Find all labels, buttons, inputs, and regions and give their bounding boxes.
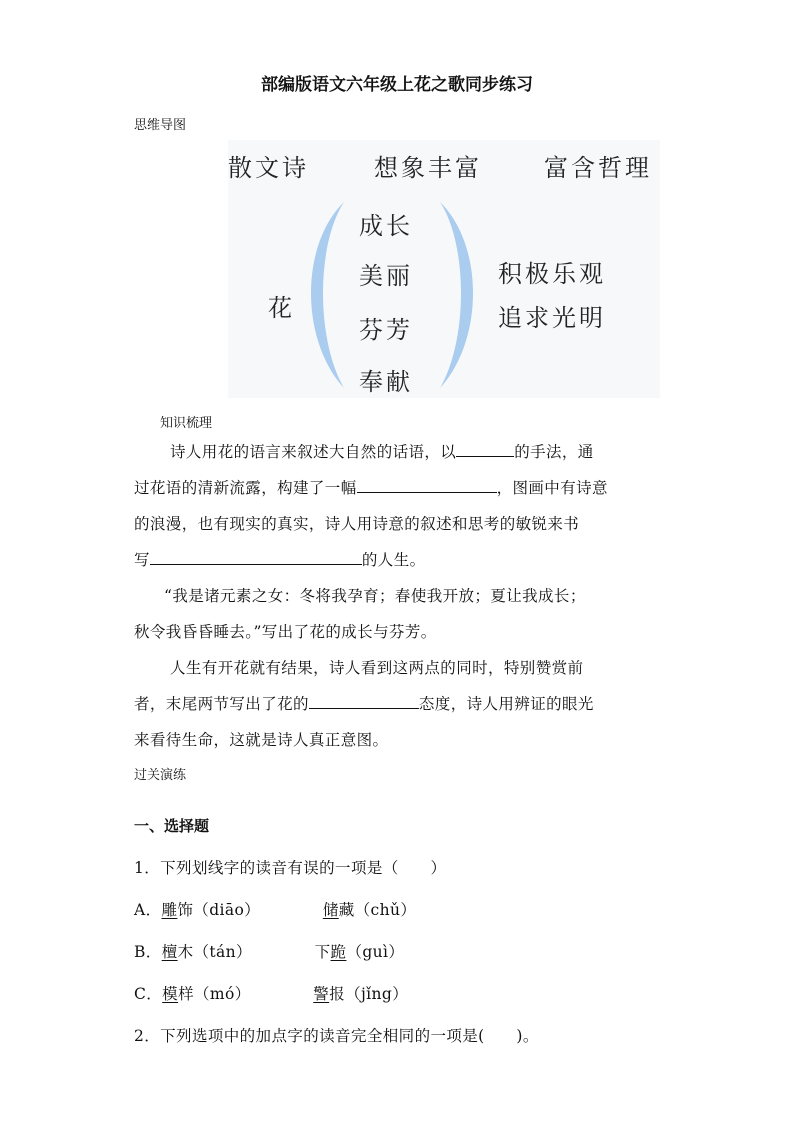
section-label-knowledge: 知识梳理 [160, 416, 213, 431]
mindmap-inner-3: 芬芳 [359, 316, 413, 344]
mind-map [228, 140, 660, 398]
right-bracket-shape [440, 202, 473, 388]
mindmap-right-2: 追求光明 [498, 304, 606, 332]
mindmap-top-2: 想象丰富 [374, 154, 482, 182]
knowledge-p3-line3: 来看待生命，这就是诗人真正意图。 [134, 731, 389, 749]
q1-option-a: A．雕饰（diāo） 储藏（chǔ） [134, 901, 417, 919]
page-title: 部编版语文六年级上花之歌同步练习 [261, 75, 533, 95]
knowledge-p1-line1: 诗人用花的语言来叙述大自然的话语，以 的手法，通 [170, 443, 594, 461]
knowledge-p3-line1: 人生有开花就有结果，诗人看到这两点的同时，特别赞赏前 [170, 659, 584, 677]
section-label-practice: 过关演练 [134, 768, 187, 783]
q1-option-c: C．模样（mó） 警报（jǐng） [134, 985, 409, 1003]
mindmap-inner-2: 美丽 [359, 262, 413, 290]
blank-1 [456, 455, 514, 457]
knowledge-p2-line1: “我是诸元素之女：冬将我孕育；春使我开放；夏让我成长； [164, 587, 586, 605]
blank-3 [150, 563, 362, 565]
left-bracket-shape [311, 202, 344, 388]
knowledge-p2-line2: 秋令我昏昏睡去。”写出了花的成长与芬芳。 [134, 623, 437, 641]
knowledge-p1-line4: 写 的人生。 [134, 551, 426, 569]
blank-2 [357, 491, 497, 493]
mindmap-top-1: 散文诗 [228, 154, 309, 182]
mindmap-top-3: 富含哲理 [544, 154, 652, 182]
knowledge-p1-line2: 过花语的清新流露，构建了一幅 ，图画中有诗意 [134, 479, 608, 497]
mindmap-right-1: 积极乐观 [498, 260, 606, 288]
q1-option-b: B．檀木（tán） 下跪（guì） [134, 943, 405, 961]
blank-4 [309, 707, 419, 709]
question-2: 2．下列选项中的加点字的读音完全相同的一项是( )。 [134, 1027, 539, 1045]
question-1: 1．下列划线字的读音有误的一项是（ ） [134, 859, 447, 877]
knowledge-p3-line2: 者，末尾两节写出了花的 态度，诗人用辨证的眼光 [134, 695, 594, 713]
mindmap-center: 花 [268, 294, 295, 322]
exercise-heading: 一、选择题 [134, 817, 210, 835]
mindmap-inner-1: 成长 [359, 212, 413, 240]
knowledge-p1-line3: 的浪漫，也有现实的真实，诗人用诗意的叙述和思考的敏锐来书 [134, 515, 580, 533]
section-label-mindmap: 思维导图 [134, 118, 187, 133]
mindmap-inner-4: 奉献 [359, 368, 413, 396]
